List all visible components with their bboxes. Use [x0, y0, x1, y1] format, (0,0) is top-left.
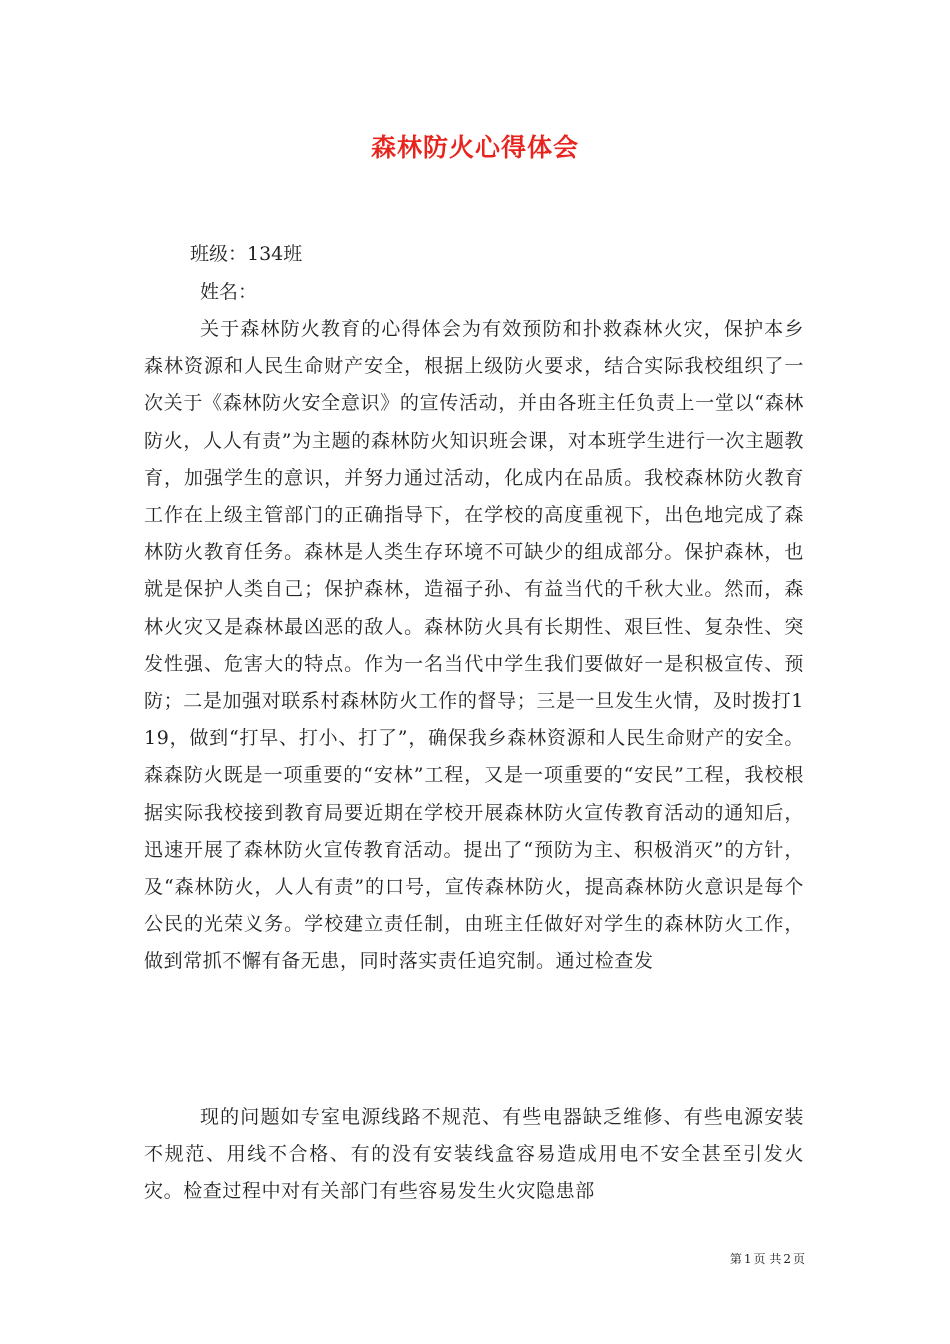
total-pages-number: 2 [783, 1252, 791, 1266]
document-title: 森林防火心得体会 [370, 133, 579, 162]
page-footer [729, 1250, 806, 1267]
page-prefix: 第 [729, 1252, 742, 1266]
name-line: 姓名： [200, 281, 258, 303]
current-page-number: 1 [743, 1252, 752, 1266]
class-line: 班级：134班 [190, 243, 303, 265]
page-suffix: 页 [792, 1252, 805, 1266]
body-paragraph: 现的问题如专室电源线路不规范、有些电器缺乏维修、有些电源安装不规范、用线不合格、有的没有安装线盒容易造成用电不安全甚至引发火灾。检查过程中对有关部门有些容易发生火灾隐患部 [144, 1106, 804, 1203]
page-mid-text: 页 共 [753, 1252, 782, 1266]
body-paragraph: 关于森林防火教育的心得体会为有效预防和扑救森林火灾，保护本乡森林资源和人民生命财产安全，根据上级防火要求，结合实际我校组织了一次关于《森林防火安全意识》的宣传活动，并由各班主任负责上一堂以“森林防火，人人有责”为主题的森林防火知识班会课，对本班学生进行一次主题教育，加强学生的意识，并努力通过活动，化成内在品质。我校森林防火教育工作在上级主管部门的正确指导下，在学校的高度重视下，出色地完成了森林防火教育任务。森林是人类生存环境不可缺少的组成部分。保护森林，也就是保护人类自己；保护森林，造福子孙、有益当代的千秋大业。然而，森林火灾又是森林最凶恶的敌人。森林防火具有长期性、艰巨性、复杂性、突发性强、危害大的特点。作为一名当代中学生我们要做好一是积极宣传、预防；二是加强对联系村森林防火工作的督导；三是一旦发生火情，及时拨打119，做到“打早、打小、打了”，确保我乡森林资源和人民生命财产的安全。森森防火既是一项重要的“安林”工程，又是一项重要的“安民”工程，我校根据实际我校接到教育局要近期在学校开展森林防火宣传教育活动的通知后，迅速开展了森林防火宣传教育活动。提出了“预防为主、积极消灭”的方针，及“森林防火，人人有责”的口号，宣传森林防火，提高森林防火意识是每个公民的光荣义务。学校建立责任制，由班主任做好对学生的森林防火工作，做到常抓不懈有备无患，同时落实责任追究制。通过检查发 [144, 318, 804, 973]
